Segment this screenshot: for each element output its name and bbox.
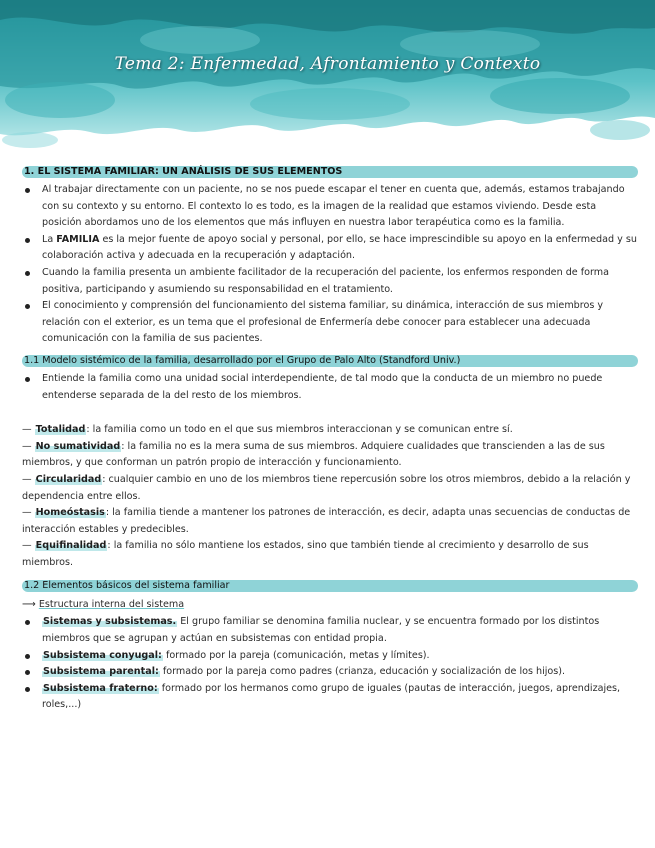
list-item: Entiende la familia como una unidad social interdependiente, de tal modo que la conducta de un miembro no puede entenderse separada de la del resto de los miembros. [22,371,638,404]
document-body [22,165,638,714]
subsection-structure [22,597,638,613]
section-1-heading: 1. EL SISTEMA FAMILIAR: UN ANÁLISIS DE SUS ELEMENTOS [22,165,638,179]
arrow-icon: ⟶ [22,599,39,611]
section-1-bullets [22,182,638,348]
property-item: — Totalidad: la familia como un todo en el que sus miembros interaccionan y se comunican entre sí. [22,424,513,436]
highlighted-term: FAMILIA [56,233,100,245]
list-item: Cuando la familia presenta un ambiente facilitador de la recuperación del paciente, los enfermos responden de forma positiva, participando y asumiendo su responsabilidad en el tratamiento. [22,265,638,298]
watercolor-banner [0,0,655,158]
subsection-title: Estructura interna del sistema [38,599,185,611]
property-item: — Homeóstasis: la familia tiende a mantener los patrones de interacción, es decir, adapta unas secuencias de conductas de interacción estables y predecibles. [22,507,631,535]
list-item: Sistemas y subsistemas. El grupo familiar se denomina familia nuclear, y se encuentra formado por los distintos miembros que se agrupan y actúan en subsistemas con entidad propia. [22,614,638,647]
section-1-1-heading: 1.1 Modelo sistémico de la familia, desarrollado por el Grupo de Palo Alto (Standford Univ.) [22,354,638,368]
list-item: Subsistema conyugal: formado por la pareja (comunicación, metas y límites). [22,648,638,665]
property-item: — Circularidad: cualquier cambio en uno de los miembros tiene repercusión sobre los otros miembros, debido a la relación y dependencia entre ellos. [22,473,631,502]
list-item: Subsistema fraterno: formado por los hermanos como grupo de iguales (pautas de interacción, juegos, aprendizajes, roles,...) [22,681,638,714]
document-title: Tema 2: Enfermedad, Afrontamiento y Contexto [114,54,541,74]
list-item: Al trabajar directamente con un paciente, no se nos puede escapar el tener en cuenta que, además, estamos trabajando con su contexto y su entorno. El contexto lo es todo, es la imagen de la realidad que estamos viviendo. Desde esta posición abordamos uno de los elementos que más influyen en nuestra labor terapéutica como es la familia. [22,182,638,232]
property-item: — No sumatividad: la familia no es la mera suma de sus miembros. Adquiere cualidades que transcienden a las de sus miembros, y que conforman un patrón propio de interacción y funcionamiento. [22,440,605,469]
section-1-1-bullets [22,371,638,404]
banner-graphic [0,0,655,158]
section-1-2-bullets [22,614,638,714]
list-item: La FAMILIA es la mejor fuente de apoyo social y personal, por ello, se hace imprescindible su apoyo en la enfermedad y su colaboración activa y adecuada en la recuperación y adaptación. [22,232,638,265]
section-1-2-heading: 1.2 Elementos básicos del sistema familiar [22,579,638,593]
system-properties-list [22,422,638,571]
list-item: Subsistema parental: formado por la pareja como padres (crianza, educación y socialización de los hijos). [22,664,638,681]
property-item: — Equifinalidad: la familia no sólo mantiene los estados, sino que también tiende al crecimiento y desarrollo de sus miembros. [22,540,589,568]
list-item: El conocimiento y comprensión del funcionamiento del sistema familiar, su dinámica, interacción de sus miembros y relación con el exterior, es un tema que el profesional de Enfermería debe conocer para establecer una adecuada comunicación con la familia de sus pacientes. [22,298,638,348]
